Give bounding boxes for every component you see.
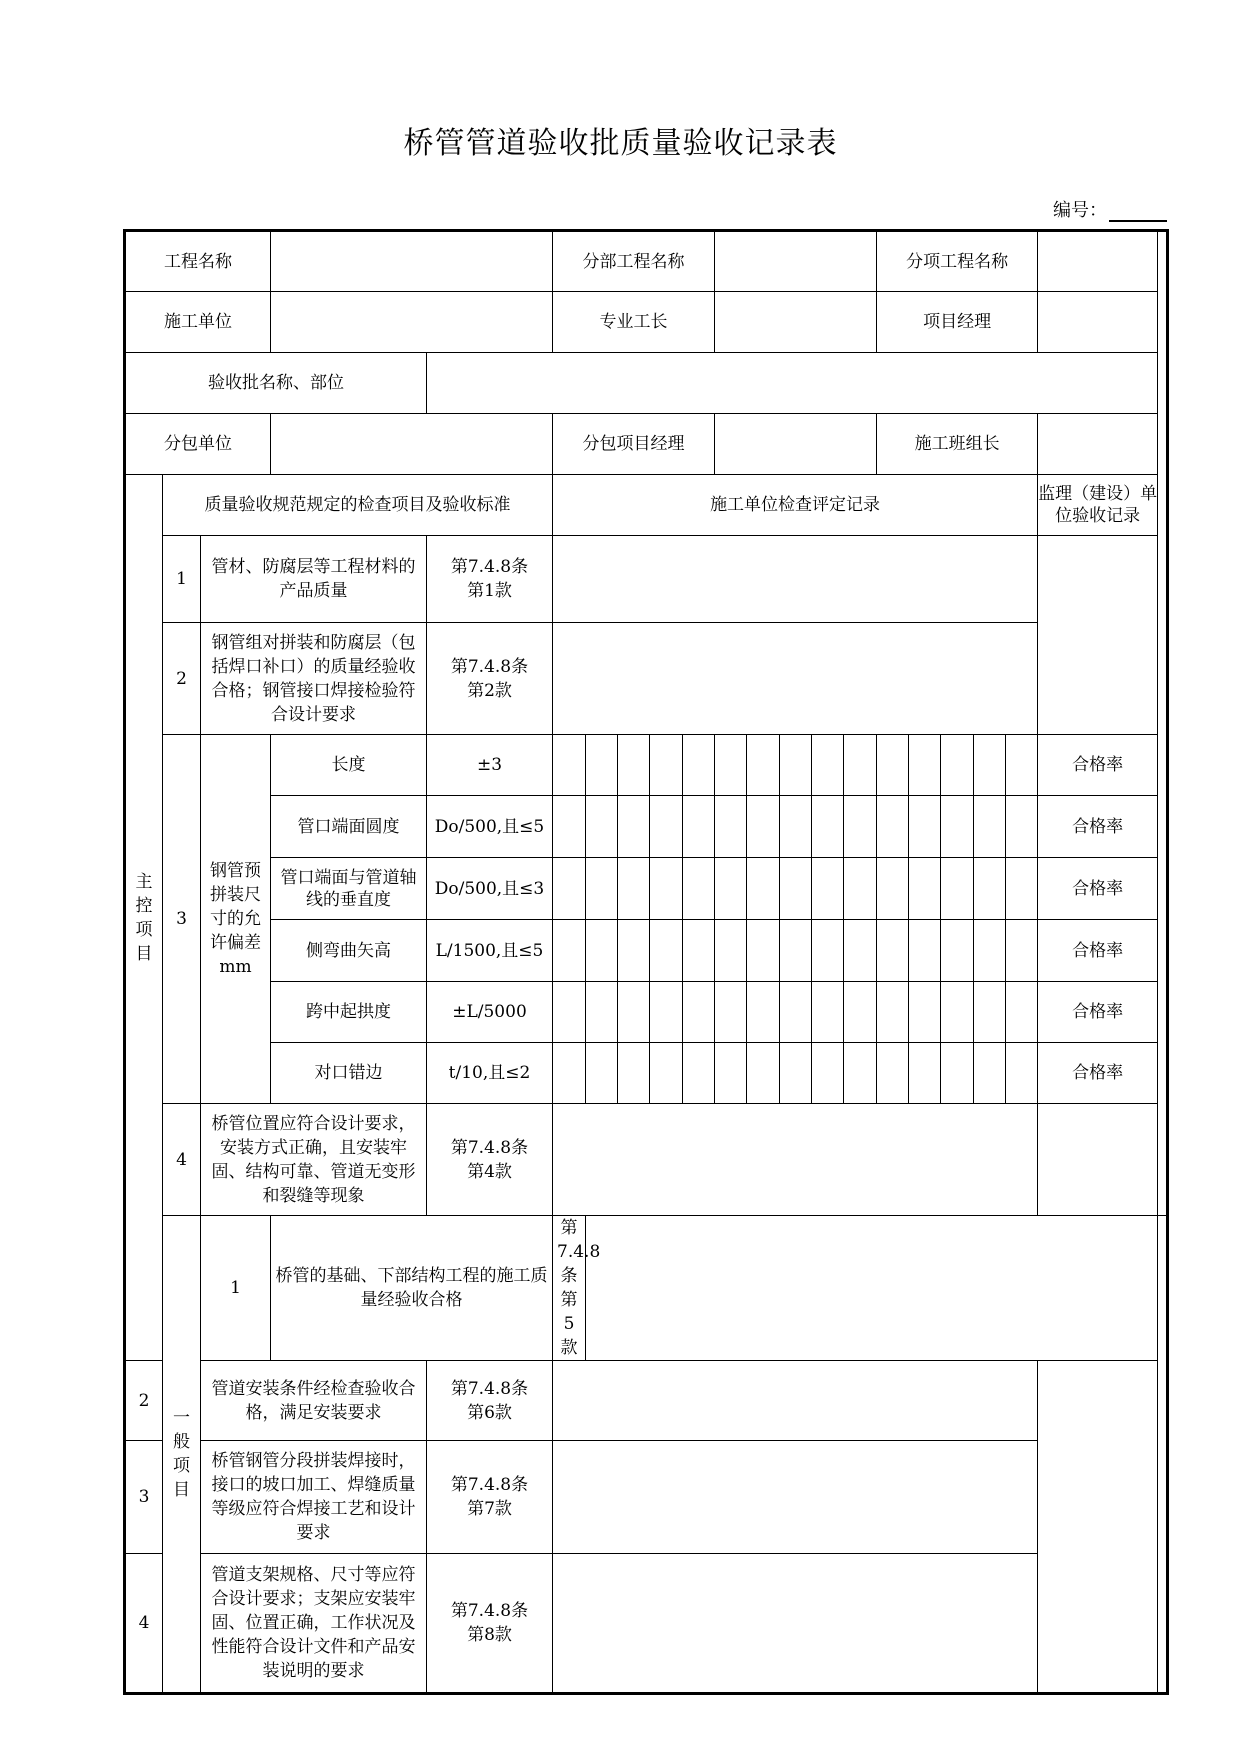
measure-cell[interactable] <box>844 735 877 796</box>
measure-cell[interactable] <box>683 982 715 1043</box>
measure-cell[interactable] <box>586 858 618 920</box>
item-record-field[interactable] <box>553 1104 1038 1216</box>
measure-cell[interactable] <box>618 920 650 982</box>
measure-cell[interactable] <box>650 920 683 982</box>
measure-cell[interactable] <box>812 920 844 982</box>
main-control-group-label <box>125 475 163 1361</box>
tolerance-name: 侧弯曲矢高 <box>271 920 427 982</box>
general-item-1 <box>125 1216 1168 1361</box>
measure-cell[interactable] <box>618 735 650 796</box>
measure-cell[interactable] <box>650 1043 683 1104</box>
tolerance-name: 长度 <box>271 735 427 796</box>
measure-cell[interactable] <box>941 920 974 982</box>
measure-cell[interactable] <box>941 735 974 796</box>
tolerance-value: Do/500,且≤5 <box>427 796 553 858</box>
item-number: 3 <box>125 1441 163 1554</box>
measure-cell[interactable] <box>974 735 1006 796</box>
tolerance-row <box>125 858 1168 920</box>
tolerance-row <box>125 1043 1168 1104</box>
item-clause: 第7.4.8条 第4款 <box>427 1104 553 1216</box>
measure-cell[interactable] <box>747 796 780 858</box>
header-row-4 <box>125 414 1168 475</box>
item-clause: 第7.4.8条 第2款 <box>427 623 553 735</box>
tolerance-value: L/1500,且≤5 <box>427 920 553 982</box>
tolerance-row <box>125 735 1168 796</box>
project-name-label: 工程名称 <box>125 231 271 292</box>
measure-cell[interactable] <box>941 796 974 858</box>
item-supervision-field[interactable] <box>1038 1104 1158 1216</box>
measure-cell[interactable] <box>844 796 877 858</box>
project-manager-label: 项目经理 <box>877 292 1038 353</box>
measure-cell[interactable] <box>941 858 974 920</box>
measure-cell[interactable] <box>553 1043 586 1104</box>
item-number: 4 <box>125 1554 163 1694</box>
measure-cell[interactable] <box>909 920 941 982</box>
measure-cell[interactable] <box>618 796 650 858</box>
measure-cell[interactable] <box>780 920 812 982</box>
measure-cell[interactable] <box>780 1043 812 1104</box>
measure-cell[interactable] <box>650 735 683 796</box>
tolerance-value: Do/500,且≤3 <box>427 858 553 920</box>
measure-cell[interactable] <box>650 858 683 920</box>
measure-cell[interactable] <box>812 796 844 858</box>
tolerance-value: t/10,且≤2 <box>427 1043 553 1104</box>
item-description: 管道支架规格、尺寸等应符合设计要求；支架应安装牢固、位置正确，工作状况及性能符合设计文件和产品安装说明的要求 <box>201 1554 427 1694</box>
constructor-field[interactable] <box>271 292 553 353</box>
measure-cell[interactable] <box>650 982 683 1043</box>
measure-cell[interactable] <box>747 735 780 796</box>
main-item-1 <box>125 536 1168 623</box>
measure-cell[interactable] <box>877 858 909 920</box>
measure-cell[interactable] <box>780 982 812 1043</box>
pass-rate-label: 合格率 <box>1038 982 1158 1043</box>
supervision-record-header: 监理（建设）单位验收记录 <box>1038 475 1158 536</box>
tolerance-group-label: 钢管预拼装尺寸的允许偏差 mm <box>201 735 271 1104</box>
item-record-field[interactable] <box>553 536 1038 623</box>
pass-rate-label: 合格率 <box>1038 920 1158 982</box>
measure-cell[interactable] <box>1006 920 1038 982</box>
measure-cell[interactable] <box>747 982 780 1043</box>
pass-rate-label: 合格率 <box>1038 1043 1158 1104</box>
item-number: 1 <box>163 536 201 623</box>
project-name-field[interactable] <box>271 231 553 292</box>
measure-cell[interactable] <box>683 735 715 796</box>
measure-cell[interactable] <box>844 920 877 982</box>
measure-cell[interactable] <box>715 858 747 920</box>
tolerance-name: 管口端面圆度 <box>271 796 427 858</box>
tolerance-row <box>125 920 1168 982</box>
item-supervision-field[interactable] <box>1038 536 1158 735</box>
pass-rate-label: 合格率 <box>1038 858 1158 920</box>
measure-cell[interactable] <box>780 858 812 920</box>
foreman-field[interactable] <box>715 292 877 353</box>
measure-cell[interactable] <box>1006 858 1038 920</box>
main-item-2 <box>125 623 1168 735</box>
measure-cell[interactable] <box>1006 735 1038 796</box>
form-title: 桥管管道验收批质量验收记录表 <box>403 126 838 161</box>
tolerance-row <box>125 982 1168 1043</box>
measure-cell[interactable] <box>909 735 941 796</box>
measure-cell[interactable] <box>844 1043 877 1104</box>
measure-cell[interactable] <box>909 858 941 920</box>
project-manager-field[interactable] <box>1038 292 1158 353</box>
measure-cell[interactable] <box>812 735 844 796</box>
sub-manager-label: 分包项目经理 <box>553 414 715 475</box>
measure-cell[interactable] <box>683 1043 715 1104</box>
tolerance-value: ±3 <box>427 735 553 796</box>
measure-cell[interactable] <box>715 796 747 858</box>
measure-cell[interactable] <box>877 796 909 858</box>
measure-cell[interactable] <box>974 982 1006 1043</box>
subcontractor-field[interactable] <box>271 414 553 475</box>
measure-cell[interactable] <box>1006 796 1038 858</box>
construction-record-header: 施工单位检查评定记录 <box>553 475 1038 536</box>
spec-column-header: 质量验收规范规定的检查项目及验收标准 <box>163 475 553 536</box>
measure-cell[interactable] <box>812 982 844 1043</box>
item-number: 2 <box>125 1361 163 1441</box>
measure-cell[interactable] <box>877 735 909 796</box>
item-record-field[interactable] <box>553 1441 1038 1554</box>
column-header-row <box>125 475 1168 536</box>
pass-rate-label: 合格率 <box>1038 735 1158 796</box>
measure-cell[interactable] <box>618 858 650 920</box>
measure-cell[interactable] <box>553 796 586 858</box>
measure-cell[interactable] <box>586 982 618 1043</box>
sub-project-label: 分部工程名称 <box>553 231 715 292</box>
tolerance-name: 跨中起拱度 <box>271 982 427 1043</box>
measure-cell[interactable] <box>909 982 941 1043</box>
item-number: 1 <box>201 1216 271 1361</box>
item-description: 桥管位置应符合设计要求，安装方式正确，且安装牢固、结构可靠、管道无变形和裂缝等现象 <box>201 1104 427 1216</box>
item-description: 钢管组对拼装和防腐层（包括焊口补口）的质量经验收合格；钢管接口焊接检验符合设计要求 <box>201 623 427 735</box>
item-record-field[interactable] <box>586 1216 1158 1361</box>
measure-cell[interactable] <box>780 735 812 796</box>
item-clause: 第7.4.8条 第8款 <box>427 1554 553 1694</box>
measure-cell[interactable] <box>974 858 1006 920</box>
tolerance-row <box>125 796 1168 858</box>
measure-cell[interactable] <box>1006 1043 1038 1104</box>
sub-manager-field[interactable] <box>715 414 877 475</box>
measure-cell[interactable] <box>877 1043 909 1104</box>
foreman-label: 专业工长 <box>553 292 715 353</box>
measure-cell[interactable] <box>747 1043 780 1104</box>
measure-cell[interactable] <box>586 1043 618 1104</box>
measure-cell[interactable] <box>974 1043 1006 1104</box>
measure-cell[interactable] <box>877 982 909 1043</box>
measure-cell[interactable] <box>586 796 618 858</box>
measure-cell[interactable] <box>683 920 715 982</box>
measure-cell[interactable] <box>650 796 683 858</box>
general-item-2 <box>125 1361 1168 1441</box>
measure-cell[interactable] <box>715 1043 747 1104</box>
tolerance-name: 对口错边 <box>271 1043 427 1104</box>
item-clause: 第7.4.8条 第6款 <box>427 1361 553 1441</box>
item-record-field[interactable] <box>553 1361 1038 1441</box>
subcontractor-label: 分包单位 <box>125 414 271 475</box>
team-leader-field[interactable] <box>1038 414 1158 475</box>
doc-number-label: 编号： <box>1053 200 1107 221</box>
measure-cell[interactable] <box>780 796 812 858</box>
item-clause: 第7.4.8条 第1款 <box>427 536 553 623</box>
item-description: 桥管钢管分段拼装焊接时，接口的坡口加工、焊缝质量等级应符合焊接工艺和设计要求 <box>201 1441 427 1554</box>
main-item-4 <box>125 1104 1168 1216</box>
measure-cell[interactable] <box>683 796 715 858</box>
measure-cell[interactable] <box>844 858 877 920</box>
constructor-label: 施工单位 <box>125 292 271 353</box>
item-number: 2 <box>163 623 201 735</box>
measure-cell[interactable] <box>618 982 650 1043</box>
general-supervision-field[interactable] <box>1158 1216 1168 1694</box>
item-clause: 第7.4.8条 第5款 <box>553 1216 586 1361</box>
main-control-text: 主控项目 <box>135 871 153 964</box>
measure-cell[interactable] <box>974 920 1006 982</box>
general-group-label <box>163 1216 201 1694</box>
batch-name-field[interactable] <box>427 353 1158 414</box>
measure-cell[interactable] <box>747 858 780 920</box>
measure-cell[interactable] <box>877 920 909 982</box>
measure-cell[interactable] <box>553 920 586 982</box>
measure-cell[interactable] <box>812 1043 844 1104</box>
general-item-3 <box>125 1441 1168 1554</box>
measure-cell[interactable] <box>909 1043 941 1104</box>
measure-cell[interactable] <box>844 982 877 1043</box>
general-item-4 <box>125 1554 1168 1694</box>
team-leader-label: 施工班组长 <box>877 414 1038 475</box>
measure-cell[interactable] <box>683 858 715 920</box>
doc-number <box>1053 196 1167 222</box>
sub-project-field[interactable] <box>715 231 877 292</box>
measure-cell[interactable] <box>941 1043 974 1104</box>
measure-cell[interactable] <box>553 982 586 1043</box>
item-clause: 第7.4.8条 第7款 <box>427 1441 553 1554</box>
measure-cell[interactable] <box>715 982 747 1043</box>
measure-cell[interactable] <box>618 1043 650 1104</box>
tolerance-name: 管口端面与管道轴线的垂直度 <box>271 858 427 920</box>
measure-cell[interactable] <box>812 858 844 920</box>
measure-cell[interactable] <box>715 735 747 796</box>
item-project-label: 分项工程名称 <box>877 231 1038 292</box>
item-description: 管材、防腐层等工程材料的产品质量 <box>201 536 427 623</box>
item-project-field[interactable] <box>1038 231 1158 292</box>
measure-cell[interactable] <box>941 982 974 1043</box>
item-record-field[interactable] <box>553 1554 1038 1694</box>
measure-cell[interactable] <box>553 735 586 796</box>
measure-cell[interactable] <box>715 920 747 982</box>
header-row-3 <box>125 353 1168 414</box>
measure-cell[interactable] <box>586 920 618 982</box>
item-number: 3 <box>163 735 201 1104</box>
header-row-2 <box>125 292 1168 353</box>
item-description: 桥管的基础、下部结构工程的施工质量经验收合格 <box>271 1216 553 1361</box>
measure-cell[interactable] <box>909 796 941 858</box>
measure-cell[interactable] <box>553 858 586 920</box>
header-row-1 <box>125 231 1168 292</box>
item-number: 4 <box>163 1104 201 1216</box>
general-text: 一般项目 <box>173 1408 190 1500</box>
doc-number-field[interactable] <box>1109 200 1167 222</box>
batch-name-label: 验收批名称、部位 <box>125 353 427 414</box>
item-record-field[interactable] <box>553 623 1038 735</box>
tolerance-value: ±L/5000 <box>427 982 553 1043</box>
measure-cell[interactable] <box>974 796 1006 858</box>
measure-cell[interactable] <box>586 735 618 796</box>
measure-cell[interactable] <box>1006 982 1038 1043</box>
item-description: 管道安装条件经检查验收合格，满足安装要求 <box>201 1361 427 1441</box>
pass-rate-label: 合格率 <box>1038 796 1158 858</box>
measure-cell[interactable] <box>747 920 780 982</box>
inspection-form-table <box>123 229 1169 1695</box>
